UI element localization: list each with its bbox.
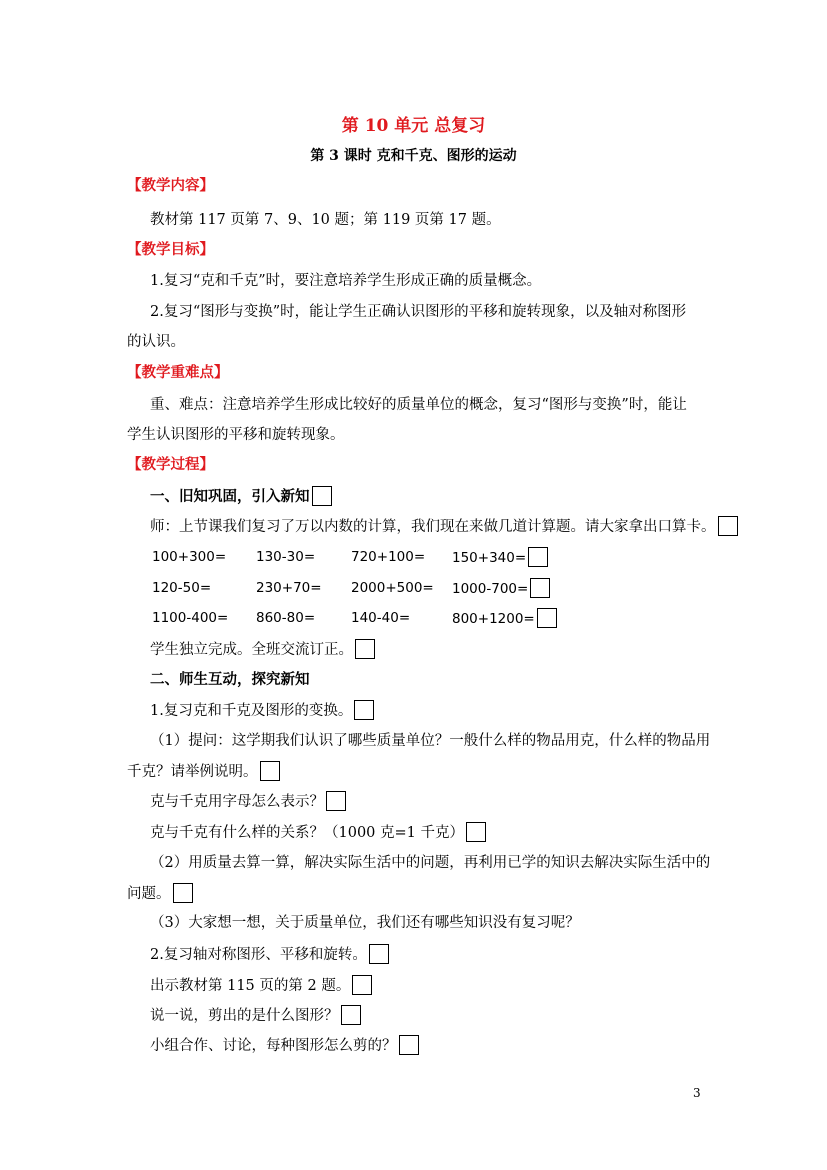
calc-cell: 860-80= [256, 610, 316, 626]
show-text: 出示教材第 115 页的第 2 题。 [150, 978, 351, 994]
key-points-line-2: 学生认识图形的平移和旋转现象。 [127, 427, 345, 443]
part-1-row [150, 486, 332, 507]
checkbox[interactable] [355, 639, 375, 659]
question-2-line-2: 问题。 [127, 886, 171, 902]
checkbox[interactable] [341, 1005, 361, 1025]
checkbox[interactable] [260, 761, 280, 781]
student-line: 学生独立完成。全班交流订正。 [150, 642, 353, 658]
calc-cell: 230+70= [256, 580, 322, 596]
review-1-row [150, 700, 374, 721]
calc-row-end [452, 578, 550, 599]
calc-cell: 150+340= [452, 550, 527, 566]
content-heading: 【教学内容】 [127, 177, 214, 194]
process-heading: 【教学过程】 [127, 456, 214, 473]
part-2-heading: 二、师生互动，探究新知 [150, 671, 310, 688]
review-2: 2.复习轴对称图形、平移和旋转。 [150, 947, 367, 963]
question-1-row-2 [127, 761, 280, 782]
checkbox[interactable] [537, 608, 557, 628]
calc-row-end [452, 608, 557, 629]
teacher-line: 师：上节课我们复习了万以内数的计算，我们现在来做几道计算题。请大家拿出口算卡。 [150, 519, 716, 535]
part-1-heading: 一、旧知巩固，引入新知 [150, 488, 310, 505]
calc-cell: 130-30= [256, 549, 316, 565]
checkbox[interactable] [354, 700, 374, 720]
teacher-row [150, 516, 738, 537]
question-2-row-2 [127, 883, 193, 904]
relation-row [150, 822, 486, 843]
checkbox[interactable] [312, 486, 332, 506]
checkbox[interactable] [718, 516, 738, 536]
student-row [150, 639, 375, 660]
checkbox[interactable] [369, 944, 389, 964]
key-points-heading: 【教学重难点】 [127, 364, 229, 381]
question-letters: 克与千克用字母怎么表示？ [150, 794, 324, 810]
group-row [150, 1035, 419, 1056]
checkbox[interactable] [530, 578, 550, 598]
calc-cell: 140-40= [351, 610, 411, 626]
calc-cell: 100+300= [152, 549, 227, 565]
checkbox[interactable] [466, 822, 486, 842]
calc-cell: 720+100= [351, 549, 426, 565]
goal-2-line-2: 的认识。 [127, 334, 185, 350]
calc-cell: 1100-400= [152, 610, 229, 626]
calc-cell: 800+1200= [452, 611, 535, 627]
calc-cell: 120-50= [152, 580, 212, 596]
question-1-line-2: 千克？请举例说明。 [127, 764, 258, 780]
question-1-line-1: （1）提问：这学期我们认识了哪些质量单位？一般什么样的物品用克，什么样的物品用 [150, 733, 711, 749]
calc-row-end [452, 547, 548, 568]
question-relation: 克与千克有什么样的关系？（1000 克=1 千克） [150, 825, 464, 841]
review-1: 1.复习克和千克及图形的变换。 [150, 703, 353, 719]
checkbox[interactable] [399, 1035, 419, 1055]
content-text: 教材第 117 页第 7、9、10 题；第 119 页第 17 题。 [150, 212, 501, 228]
page-title: 第 10 单元 总复习 [341, 116, 486, 136]
calc-cell: 1000-700= [452, 581, 529, 597]
key-points-line-1: 重、难点：注意培养学生形成比较好的质量单位的概念，复习“图形与变换”时，能让 [150, 397, 687, 413]
goal-1: 1.复习“克和千克”时，要注意培养学生形成正确的质量概念。 [150, 273, 542, 289]
say-text: 说一说，剪出的是什么图形？ [150, 1008, 339, 1024]
page-number: 3 [693, 1086, 701, 1100]
group-text: 小组合作、讨论，每种图形怎么剪的？ [150, 1038, 397, 1054]
calc-cell: 2000+500= [351, 580, 434, 596]
goal-2-line-1: 2.复习“图形与变换”时，能让学生正确认识图形的平移和旋转现象，以及轴对称图形 [150, 304, 687, 320]
checkbox[interactable] [528, 547, 548, 567]
goals-heading: 【教学目标】 [127, 241, 214, 258]
letters-row [150, 791, 346, 812]
say-row [150, 1005, 361, 1026]
checkbox[interactable] [326, 791, 346, 811]
checkbox[interactable] [352, 975, 372, 995]
checkbox[interactable] [173, 883, 193, 903]
question-3: （3）大家想一想，关于质量单位，我们还有哪些知识没有复习呢？ [150, 915, 580, 931]
review-2-row [150, 944, 389, 965]
lesson-subtitle: 第 3 课时 克和千克、图形的运动 [310, 148, 517, 164]
show-row [150, 975, 372, 996]
question-2-line-1: （2）用质量去算一算，解决实际生活中的问题，再利用已学的知识去解决实际生活中的 [150, 855, 711, 871]
